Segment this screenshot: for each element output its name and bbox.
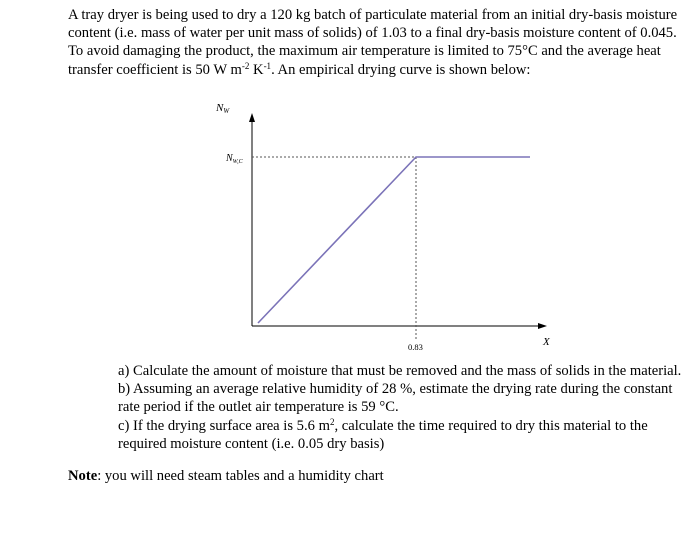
x-axis-label: X — [543, 336, 550, 348]
y-axis-arrow — [249, 113, 255, 122]
intro-line-4-c: . An empirical drying curve is shown below: — [271, 61, 531, 78]
question-c-line-2: required moisture content (i.e. 0.05 dry basis) — [118, 435, 385, 452]
question-a: a) Calculate the amount of moisture that must be removed and the mass of solids in the material. — [118, 363, 682, 379]
intro-line-1: A tray dryer is being used to dry a 120 kg batch of particulate material from an initial dry-basis moisture — [68, 7, 678, 23]
intro-line-3: To avoid damaging the product, the maximum air temperature is limited to 75°C and the average heat — [68, 43, 661, 60]
y-axis-label: NW — [216, 102, 230, 115]
question-b-line-1: b) Assuming an average relative humidity of 28 %, estimate the drying rate during the constant — [118, 381, 673, 398]
intro-line-2: content (i.e. mass of water per unit mass of solids) of 1.03 to a final dry-basis moisture content of 0.045. — [68, 25, 677, 42]
x-axis-arrow — [538, 323, 547, 329]
question-list — [118, 362, 700, 453]
y-marker-label: $N_{W,C}$ — [226, 153, 243, 165]
question-c-sup: 2 — [329, 416, 335, 427]
question-c-part-b: , calculate the time required to dry this material to the — [334, 417, 648, 434]
note-label: Note — [68, 468, 98, 484]
intro-line-4-sup-2: -1 — [263, 60, 272, 71]
note — [68, 467, 384, 485]
question-c-part-a: c) If the drying surface area is 5.6 m — [118, 417, 330, 434]
question-b-line-2: rate period if the outlet air temperature is 59 °C. — [118, 399, 399, 416]
x-marker-label: 0.83 — [408, 342, 423, 352]
intro-line-4-sup-1: -2 — [241, 60, 250, 71]
question-c-line-1 — [118, 417, 700, 435]
note-text: : you will need steam tables and a humidity chart — [97, 468, 384, 484]
drying-rate-series-line — [258, 157, 530, 323]
intro-line-4-a: transfer coefficient is 50 W m — [68, 61, 242, 78]
intro-line-4-b: K — [249, 61, 264, 78]
